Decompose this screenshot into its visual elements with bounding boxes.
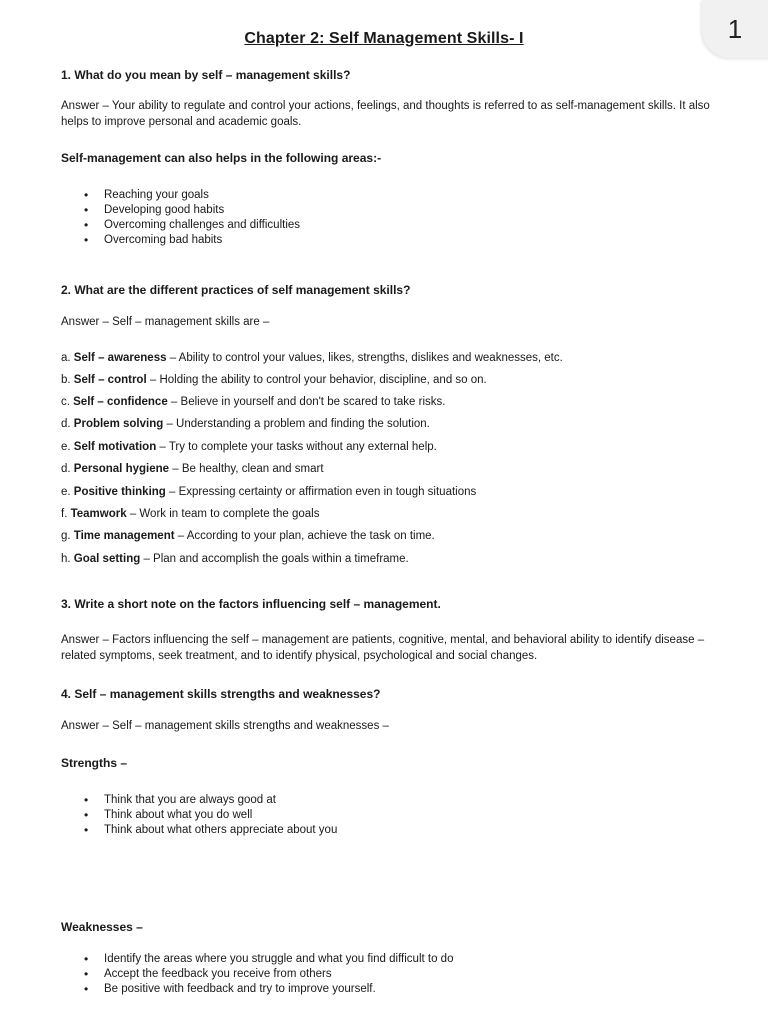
page-number: 1 (727, 13, 743, 44)
practice-term: Teamwork (70, 508, 127, 520)
list-item: • Think that you are always good at (84, 793, 337, 808)
practice-item (61, 528, 721, 544)
practice-prefix: f. (61, 508, 71, 520)
question-1: 1. What do you mean by self – management skills? (61, 68, 351, 82)
strengths-heading: Strengths – (61, 756, 128, 770)
practice-desc: – Plan and accomplish the goals within a timeframe. (140, 553, 409, 565)
list-item: • Developing good habits (84, 203, 300, 218)
practice-term: Self motivation (73, 441, 157, 453)
strengths-list (84, 793, 337, 838)
answer-4-intro: Answer – Self – management skills strengths and weaknesses – (61, 720, 389, 732)
practice-term: Self – control (73, 374, 147, 386)
page-number-badge (702, 0, 768, 58)
list-item: • Accept the feedback you receive from others (84, 967, 453, 982)
practice-prefix: h. (61, 553, 74, 565)
practice-prefix: a. (61, 352, 74, 364)
practice-prefix: g. (61, 530, 74, 542)
practice-desc: – According to your plan, achieve the task on time. (174, 530, 435, 542)
practice-prefix: d. (61, 463, 74, 475)
list-item: • Think about what others appreciate about you (84, 823, 337, 838)
areas-list (84, 188, 300, 248)
practice-term: Personal hygiene (73, 463, 170, 475)
answer-2-intro: Answer – Self – management skills are – (61, 316, 270, 328)
practice-desc: – Holding the ability to control your behavior, discipline, and so on. (146, 374, 487, 386)
practice-item (61, 461, 721, 477)
practice-prefix: b. (61, 374, 74, 386)
practice-desc: – Understanding a problem and finding the solution. (163, 418, 430, 430)
list-item: • Be positive with feedback and try to improve yourself. (84, 982, 453, 997)
practice-desc: – Work in team to complete the goals (126, 508, 320, 520)
practice-item (61, 350, 721, 366)
list-item: • Overcoming challenges and difficulties (84, 218, 300, 233)
practice-prefix: e. (61, 441, 74, 453)
answer-3: Answer – Factors influencing the self – management are patients, cognitive, mental, and behavioral ability to identify disease – related symptoms, seek treatment, and to identify physical, psychological and social changes. (61, 634, 705, 662)
practice-desc: – Try to complete your tasks without any external help. (156, 441, 437, 453)
practice-item (61, 372, 721, 388)
list-item: • Identify the areas where you struggle and what you find difficult to do (84, 952, 453, 967)
practice-item (61, 551, 721, 567)
practice-item (61, 484, 721, 500)
weaknesses-heading: Weaknesses – (61, 920, 143, 934)
practice-term: Positive thinking (73, 486, 166, 498)
practice-term: Problem solving (73, 418, 164, 430)
list-item: • Think about what you do well (84, 808, 337, 823)
practice-desc: – Be healthy, clean and smart (169, 463, 324, 475)
question-3: 3. Write a short note on the factors influencing self – management. (61, 597, 441, 611)
chapter-title: Chapter 2: Self Management Skills- I (244, 30, 524, 47)
question-4: 4. Self – management skills strengths and weaknesses? (61, 687, 381, 701)
practice-item (61, 416, 721, 432)
list-item: • Overcoming bad habits (84, 233, 300, 248)
practice-term: Self – confidence (73, 396, 168, 408)
practice-desc: – Believe in yourself and don't be scared to take risks. (167, 396, 446, 408)
practice-item (61, 506, 721, 522)
practice-prefix: c. (61, 396, 74, 408)
answer-1: Answer – Your ability to regulate and control your actions, feelings, and thoughts is referred to as self-management skills. It also helps to improve personal and academic goals. (61, 100, 710, 128)
practice-item (61, 394, 721, 410)
practice-prefix: e. (61, 486, 74, 498)
question-2: 2. What are the different practices of self management skills? (61, 283, 411, 297)
practice-desc: – Expressing certainty or affirmation even in tough situations (165, 486, 477, 498)
practice-item (61, 439, 721, 455)
list-item: • Reaching your goals (84, 188, 300, 203)
practice-term: Time management (73, 530, 175, 542)
practice-prefix: d. (61, 418, 74, 430)
areas-heading: Self-management can also helps in the following areas:- (61, 151, 382, 165)
practice-term: Goal setting (73, 553, 141, 565)
practice-term: Self – awareness (73, 352, 167, 364)
weaknesses-list (84, 952, 453, 997)
practice-desc: – Ability to control your values, likes, strengths, dislikes and weaknesses, etc. (166, 352, 563, 364)
